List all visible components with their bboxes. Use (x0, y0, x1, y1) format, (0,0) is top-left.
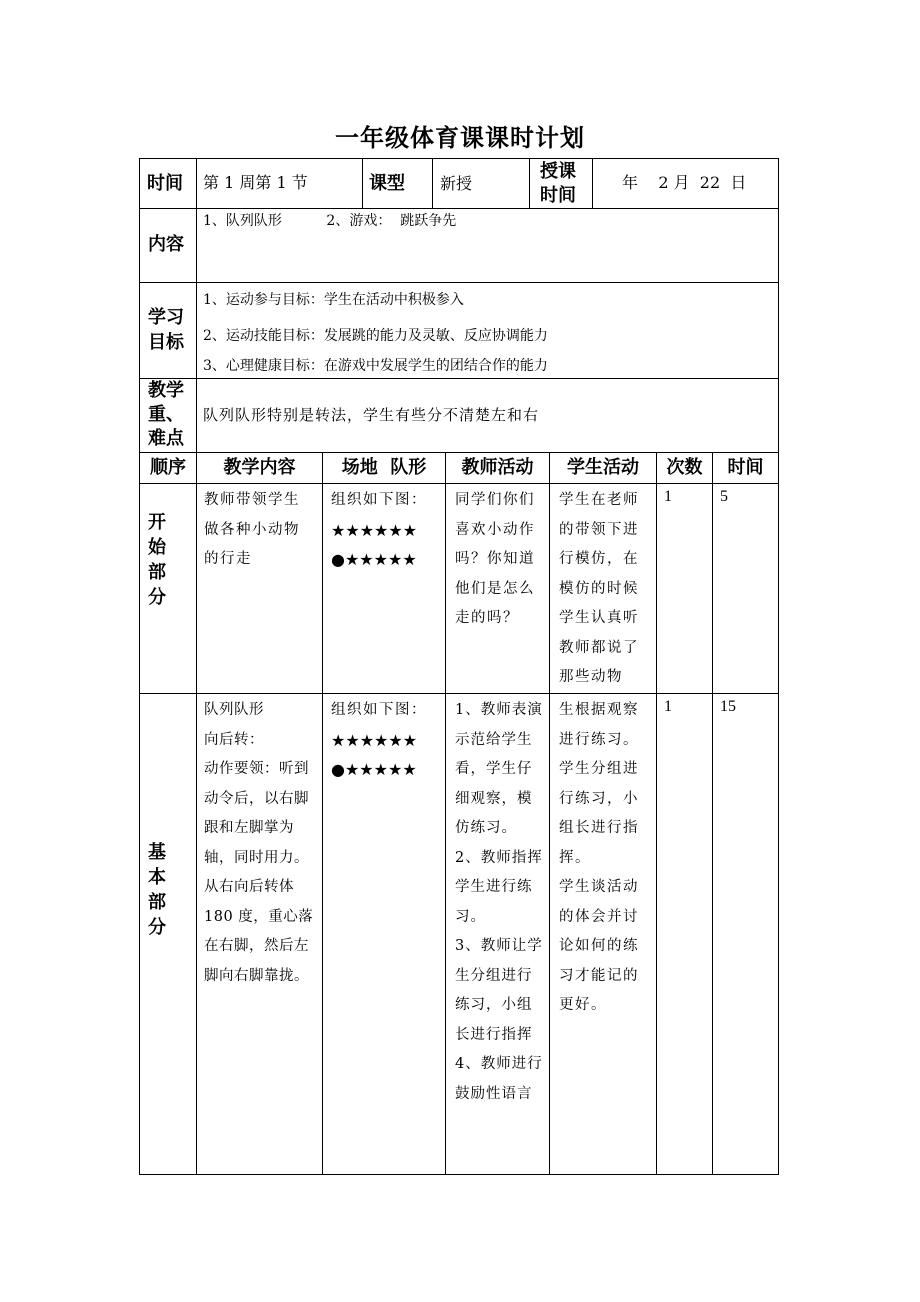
teacher-line: 同学们你们 (455, 492, 535, 508)
teacher-line: 习。 (455, 908, 486, 925)
teacher-line: 示范给学生 (455, 731, 533, 748)
time-value: 第 1 周第 1 节 (203, 173, 308, 192)
section-start-count: 1 (664, 488, 672, 505)
formation-row: ★★★★★★ (331, 520, 418, 540)
teacher-line: 走的吗？ (455, 610, 519, 626)
teacher-line: 他们是怎么 (455, 580, 535, 597)
teach-time-label-2: 时间 (540, 185, 576, 206)
goal-item: 3、心理健康目标：在游戏中发展学生的团结合作的能力 (203, 358, 548, 374)
teacher-line: 鼓励性语言 (455, 1085, 533, 1102)
student-line: 挥。 (559, 849, 591, 866)
teacher-line: 仿练习。 (455, 820, 517, 836)
content-line: 跟和左脚掌为 (204, 820, 294, 836)
section-basic-time: 15 (720, 698, 736, 715)
section-name-char: 分 (148, 587, 166, 608)
section-name-char: 部 (148, 892, 166, 913)
teacher-line: 4、教师进行 (455, 1056, 543, 1072)
section-start-student (559, 486, 639, 693)
student-line: 的体会并讨 (559, 908, 639, 925)
content-value: 1、队列队形 2、游戏： 跳跃争先 (203, 213, 457, 229)
type-label: 课型 (369, 173, 405, 194)
section-name-basic (148, 840, 166, 940)
goal-item: 1、运动参与目标：学生在活动中积极参入 (203, 292, 464, 308)
date-value: 年 2 月 22 日 (622, 173, 747, 192)
goals-label-1: 学习 (148, 307, 184, 328)
student-line: 行练习，小 (559, 790, 639, 807)
teacher-line: 细观察，模 (455, 790, 533, 807)
content-line: 做各种小动物 (204, 521, 300, 538)
content-line: 在右脚，然后左 (204, 938, 309, 954)
section-name-char: 基 (148, 842, 166, 863)
content-line: 从右向后转体 (204, 879, 294, 895)
content-line: 队列队形 (204, 702, 264, 718)
teacher-line: 看，学生仔 (455, 761, 533, 777)
page-title: 一年级体育课课时计划 (335, 124, 585, 152)
student-line: 那些动物 (559, 669, 623, 685)
keypoints-value: 队列队形特别是转法，学生有些分不清楚左和右 (203, 406, 540, 424)
content-label: 内容 (148, 234, 184, 255)
col-student: 学生活动 (567, 457, 639, 478)
student-line: 学生谈活动 (559, 879, 639, 895)
keypoints-label-3: 难点 (148, 428, 184, 449)
student-line: 组长进行指 (559, 820, 639, 836)
type-value: 新授 (440, 174, 473, 193)
col-time: 时间 (727, 457, 764, 478)
student-line: 学生分组进 (559, 761, 639, 777)
content-line: 脚向右脚靠拢。 (204, 967, 309, 984)
teacher-line: 3、教师让学 (455, 938, 543, 954)
formation-row: ●★★★★★ (331, 760, 417, 779)
teach-time-label-1: 授课 (540, 161, 576, 182)
section-basic-student (559, 696, 639, 1021)
section-name-char: 分 (148, 917, 166, 938)
section-basic-teacher (455, 696, 543, 1109)
section-start-content (204, 486, 300, 575)
teacher-line: 长进行指挥 (455, 1026, 533, 1043)
teacher-line: 2、教师指挥 (455, 849, 543, 866)
section-basic-content (204, 696, 313, 991)
col-content: 教学内容 (223, 457, 296, 478)
content-line: 的行走 (204, 551, 252, 567)
teacher-line: 1、教师表演 (455, 702, 543, 718)
goals-label-2: 目标 (148, 332, 184, 353)
section-basic-count: 1 (664, 698, 672, 715)
venue-line: 组织如下图： (331, 702, 427, 718)
student-line: 更好。 (559, 997, 607, 1013)
formation-row: ★★★★★★ (331, 730, 418, 750)
content-line: 180 度，重心落 (204, 908, 314, 925)
student-line: 学生在老师 (559, 492, 639, 508)
student-line: 生根据观察 (559, 702, 639, 718)
time-label: 时间 (147, 173, 183, 194)
student-line: 论如何的练 (559, 938, 639, 954)
student-line: 的带领下进 (559, 521, 639, 538)
section-name-start (148, 510, 166, 610)
content-line: 教师带领学生 (204, 492, 300, 508)
section-basic-venue (331, 696, 427, 785)
student-line: 模仿的时候 (559, 580, 639, 597)
student-line: 进行练习。 (559, 731, 639, 748)
col-venue: 场地 队形 (341, 457, 427, 478)
col-teacher: 教师活动 (461, 457, 534, 478)
col-order: 顺序 (150, 457, 186, 478)
section-name-char: 始 (148, 537, 166, 558)
teacher-line: 练习，小组 (455, 997, 533, 1013)
teacher-line: 吗？你知道 (455, 551, 535, 567)
venue-line: 组织如下图： (331, 492, 427, 508)
section-start-venue (331, 486, 427, 575)
section-start-time: 5 (720, 488, 728, 505)
content-line: 向后转： (204, 731, 264, 748)
content-line: 轴，同时用力。 (204, 849, 309, 866)
teacher-line: 生分组进行 (455, 967, 533, 984)
student-line: 习才能记的 (559, 967, 639, 984)
col-count: 次数 (666, 457, 703, 478)
section-name-char: 部 (148, 562, 166, 583)
formation-row: ●★★★★★ (331, 550, 417, 569)
student-line: 行模仿，在 (559, 551, 639, 567)
section-name-char: 本 (148, 867, 166, 888)
content-line: 动作要领：听到 (204, 761, 309, 777)
goal-item: 2、运动技能目标：发展跳的能力及灵敏、反应协调能力 (203, 328, 548, 344)
content-line: 动令后，以右脚 (204, 790, 309, 807)
student-line: 学生认真听 (559, 610, 639, 626)
keypoints-label-2: 重、 (148, 404, 184, 425)
section-start-teacher (455, 486, 535, 634)
section-name-char: 开 (148, 512, 166, 533)
keypoints-label-1: 教学 (148, 380, 184, 401)
teacher-line: 学生进行练 (455, 879, 533, 895)
student-line: 教师都说了 (559, 639, 639, 656)
teacher-line: 喜欢小动作 (455, 521, 535, 538)
